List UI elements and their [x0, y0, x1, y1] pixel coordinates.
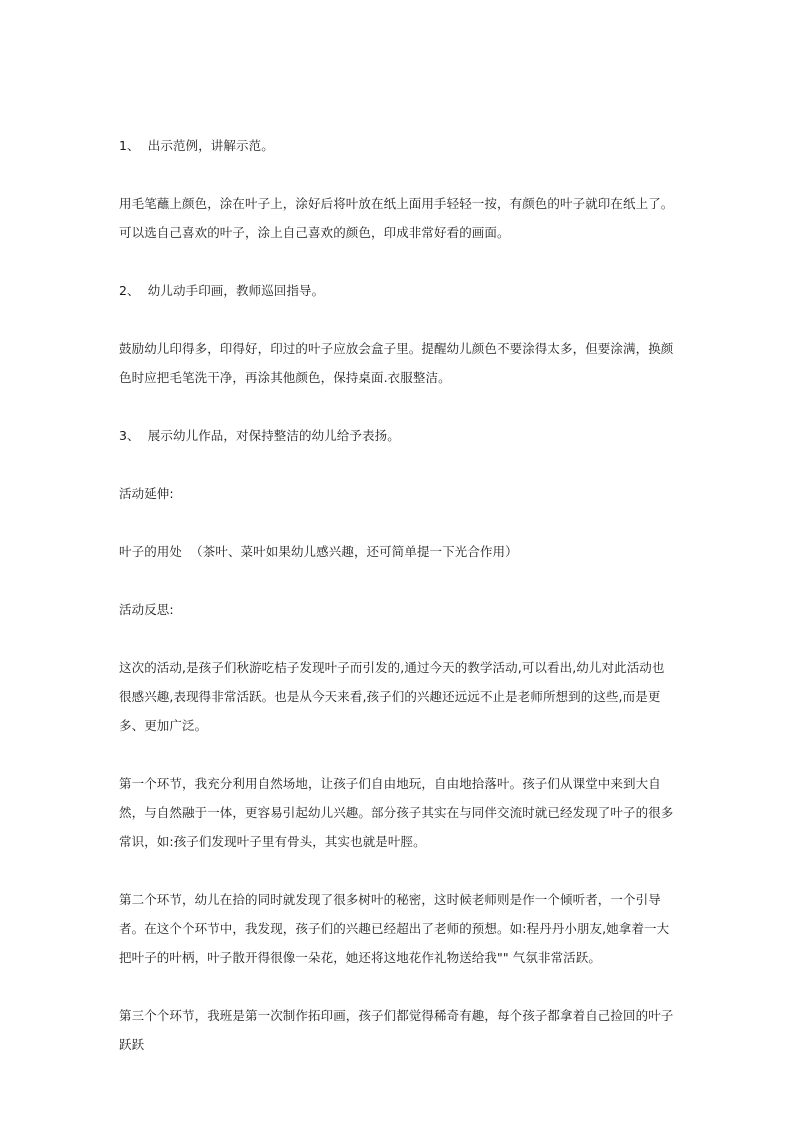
reflection-stage-2: 第二个环节，幼儿在拾的同时就发现了很多树叶的秘密，这时候老师则是作一个倾听者，一个引导者。在这个个环节中，我发现，孩子们的兴趣已经超出了老师的预想。如:程丹丹小朋友,她拿着一大把叶子的叶柄，叶子散开得很像一朵花，她还将这地花作礼物送给我"" 气氛非常活跃。	[119, 892, 670, 965]
reflection-stage-1: 第一个环节，我充分利用自然场地，让孩子们自由地玩，自由地拾落叶。孩子们从课堂中来到大自然，与自然融于一体，更容易引起幼儿兴趣。部分孩子其实在与同伴交流时就已经发现了叶子的很多常识，如:孩子们发现叶子里有骨头，其实也就是叶脛。	[119, 776, 674, 849]
reflection-stage-3: 第三个个环节，我班是第一次制作拓印画，孩子们都觉得稀奇有趣，每个孩子都拿着自己捡回的叶子跃跃	[119, 1008, 674, 1052]
step-2-heading: 2、 幼儿动手印画，教师巡回指导。	[119, 283, 325, 298]
step-1-heading: 1、 出示范例，讲解示范。	[119, 138, 274, 153]
activity-reflection-heading: 活动反思:	[119, 602, 174, 617]
activity-extension-text: 叶子的用处 （茶叶、菜叶如果幼儿感兴趣，还可简单提一下光合作用）	[119, 544, 518, 559]
reflection-intro: 这次的活动,是孩子们秋游吃桔子发现叶子而引发的,通过今天的教学活动,可以看出,幼儿对此活动也很感兴趣,表现得非常活跃。也是从今天来看,孩子们的兴趣还远远不止是老师所想到的这些,而是更多、更加广泛。	[119, 660, 665, 733]
activity-extension-heading: 活动延伸:	[119, 486, 174, 501]
step-1-description: 用毛笔蘸上颜色，涂在叶子上，涂好后将叶放在纸上面用手轻轻一按，有颜色的叶子就印在纸上了。可以选自己喜欢的叶子，涂上自己喜欢的颜色，印成非常好看的画面。	[119, 196, 674, 240]
step-2-description: 鼓励幼儿印得多，印得好，印过的叶子应放会盒子里。提醒幼儿颜色不要涂得太多，但要涂满，换颜色时应把毛笔洗干净，再涂其他颜色，保持桌面.衣服整洁。	[119, 341, 674, 385]
step-3-heading: 3、 展示幼儿作品，对保持整洁的幼儿给予表扬。	[119, 428, 400, 443]
document-body	[119, 131, 675, 1059]
